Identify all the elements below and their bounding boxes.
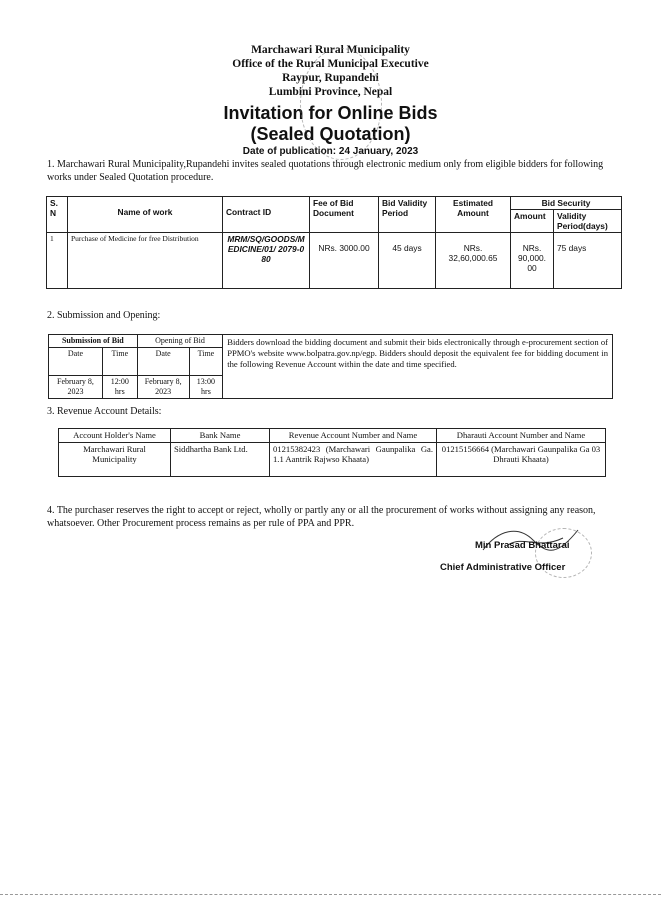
works-table — [46, 196, 622, 289]
office-province: Lumbini Province, Nepal — [268, 86, 393, 98]
col-fee: Fee of Bid Document — [310, 197, 379, 233]
office-executive: Office of the Rural Municipal Executive — [232, 58, 429, 70]
dharauti-header: Dharauti Account Number and Name — [437, 429, 606, 443]
col-contract: Contract ID — [223, 197, 310, 233]
cell-fee: NRs. 3000.00 — [310, 233, 379, 289]
publication-date: Date of publication: 24 January, 2023 — [242, 146, 419, 157]
open-date: February 8, 2023 — [137, 376, 189, 399]
section4-paragraph: 4. The purchaser reserves the right to accept or reject, wholly or partly any or all the procurement of works without assigning any reason, whatsoever. Other Procurement process remains as per rule of PPA and PPR. — [47, 505, 596, 529]
signature-seal — [535, 528, 592, 578]
page-title: Invitation for Online Bids — [223, 103, 438, 123]
cell-validity: 45 days — [379, 233, 436, 289]
acct-holder-header: Account Holder's Name — [59, 429, 171, 443]
col-security: Bid Security — [511, 197, 622, 210]
cell-sn: 1 — [47, 233, 68, 289]
submission-header: Submission of Bid — [49, 335, 138, 348]
open-time: 13:00 hrs — [189, 376, 223, 399]
office-name: Marchawari Rural Municipality — [251, 44, 410, 56]
col-sn: S. N — [47, 197, 68, 233]
cell-estimated: NRs. 32,60,000.65 — [436, 233, 511, 289]
cell-security-validity: 75 days — [554, 233, 622, 289]
col-security-amount: Amount — [511, 210, 554, 233]
office-seal — [300, 48, 382, 160]
section3-heading: 3. Revenue Account Details: — [47, 406, 162, 417]
cell-contract: MRM/SQ/GOODS/MEDICINE/01/ 2079-080 — [223, 233, 310, 289]
signatory-name: Min Prasad Bhattarai — [475, 540, 570, 551]
table-row — [59, 442, 606, 476]
office-address: Raypur, Rupandehi — [282, 72, 379, 84]
sub-time-label: Time — [102, 348, 137, 376]
open-time-label: Time — [189, 348, 223, 376]
submission-note: Bidders download the bidding document and submit their bids electronically through e-procurement section of PPMO's website www.bolpatra.gov.np/egp. Bidders should deposit the equivalent fee for bidding document in the following Revenue Account within the date and time specified. — [223, 335, 613, 399]
intro-paragraph: 1. Marchawari Rural Municipality,Rupandehi invites sealed quotations through electronic medium only from eligible bidders for following works under Sealed Quotation procedure. — [47, 159, 604, 183]
col-security-validity: Validity Period(days) — [554, 210, 622, 233]
opening-header: Opening of Bid — [137, 335, 223, 348]
open-date-label: Date — [137, 348, 189, 376]
revenue-account: 01215382423 (Marchawari Gaunpalika Ga. 1.1 Aantrik Rajwso Khaata) — [270, 442, 437, 476]
bank-name: Siddhartha Bank Ltd. — [171, 442, 270, 476]
dharauti-account: 01215156664 (Marchawari Gaunpalika Ga 03 Dhrauti Khaata) — [437, 442, 606, 476]
sub-date: February 8, 2023 — [49, 376, 103, 399]
scan-edge-divider — [0, 894, 661, 895]
page-subtitle: (Sealed Quotation) — [250, 124, 411, 144]
sub-date-label: Date — [49, 348, 103, 376]
account-table — [58, 428, 606, 477]
bank-header: Bank Name — [171, 429, 270, 443]
col-estimated: Estimated Amount — [436, 197, 511, 233]
col-name: Name of work — [68, 197, 223, 233]
acct-holder: Marchawari Rural Municipality — [59, 442, 171, 476]
signatory-designation: Chief Administrative Officer — [440, 562, 566, 573]
table-row — [47, 233, 622, 289]
revenue-header: Revenue Account Number and Name — [270, 429, 437, 443]
cell-name: Purchase of Medicine for free Distribution — [68, 233, 223, 289]
submission-table — [48, 334, 613, 399]
cell-security-amount: NRs. 90,000. 00 — [511, 233, 554, 289]
sub-time: 12:00 hrs — [102, 376, 137, 399]
col-validity: Bid Validity Period — [379, 197, 436, 233]
section2-heading: 2. Submission and Opening: — [47, 310, 161, 321]
